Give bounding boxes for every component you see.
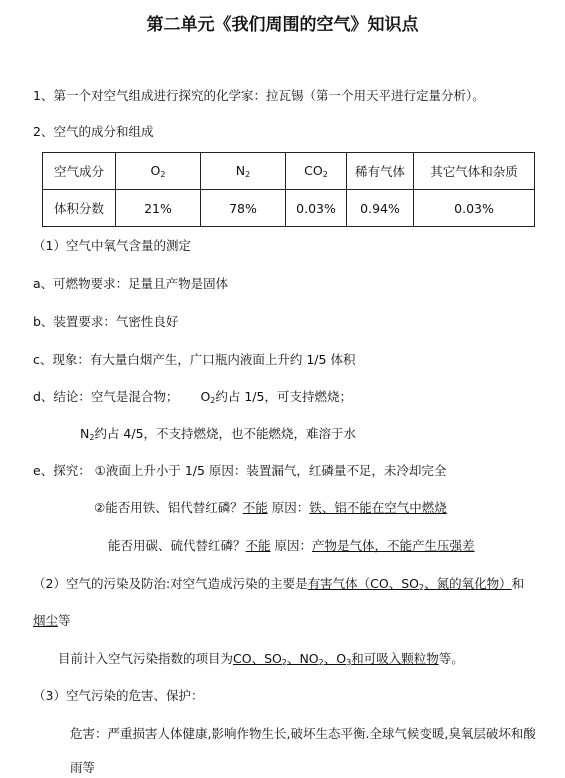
table-header-cell: 其它气体和杂质 xyxy=(414,153,535,190)
table-cell: 体积分数 xyxy=(43,190,116,227)
composition-table xyxy=(42,152,535,227)
item-d-line-2: $N_2$约占 4/5，不支持燃烧，也不能燃烧，难溶于水 xyxy=(80,426,357,442)
point-1: 1、第一个对空气组成进行探究的化学家：拉瓦锡（第一个用天平进行定量分析）。 xyxy=(33,88,485,103)
item-e-line-3: 能否用碳、硫代替红磷？不能 原因：产物是气体，不能产生压强差 xyxy=(108,538,475,553)
table-row xyxy=(43,190,535,227)
item-b: b、装置要求：气密性良好 xyxy=(33,314,179,329)
table-header-cell: $O_2$ xyxy=(116,153,201,190)
table-cell: 0.94% xyxy=(347,190,414,227)
table-header-cell: $CO_2$ xyxy=(286,153,347,190)
table-cell: 0.03% xyxy=(414,190,535,227)
item-c: c、现象：有大量白烟产生，广口瓶内液面上升约 1/5 体积 xyxy=(33,352,356,367)
section-2-line-1: （2）空气的污染及防治:对空气造成污染的主要是有害气体（CO、$SO_2$、氮的氧化物）和 xyxy=(33,576,525,592)
table-cell: 21% xyxy=(116,190,201,227)
table-cell: 0.03% xyxy=(286,190,347,227)
section-1-heading: （1）空气中氧气含量的测定 xyxy=(33,238,191,253)
item-d-line-1: d、结论：空气是混合物； $O_2$约占 1/5，可支持燃烧； xyxy=(33,389,352,405)
table-header-cell: 空气成分 xyxy=(43,153,116,190)
item-e-line-2: ②能否用铁、铝代替红磷？不能 原因：铁、铝不能在空气中燃烧 xyxy=(94,500,447,515)
pollution-index-line: 目前计入空气污染指数的项目为CO、$SO_2$、$NO_2$、$O_3$和可吸入颗粒物等。 xyxy=(58,651,464,667)
item-a: a、可燃物要求：足量且产物是固体 xyxy=(33,276,229,291)
section-3-heading: （3）空气污染的危害、保护： xyxy=(33,688,204,703)
harm-line-1: 危害：严重损害人体健康,影响作物生长,破坏生态平衡.全球气候变暖,臭氧层破坏和酸 xyxy=(70,726,536,741)
page-title: 第二单元《我们周围的空气》知识点 xyxy=(146,15,419,35)
harm-line-2: 雨等 xyxy=(70,760,96,775)
table-header-cell: 稀有气体 xyxy=(347,153,414,190)
table-cell: 78% xyxy=(201,190,286,227)
section-2-line-2: 烟尘等 xyxy=(33,613,71,628)
item-e-line-1: e、探究： ①液面上升小于 1/5 原因：装置漏气，红磷量不足，未冷却完全 xyxy=(33,463,447,478)
point-2: 2、空气的成分和组成 xyxy=(33,124,154,139)
table-header-cell: $N_2$ xyxy=(201,153,286,190)
table-header-row xyxy=(43,153,535,190)
